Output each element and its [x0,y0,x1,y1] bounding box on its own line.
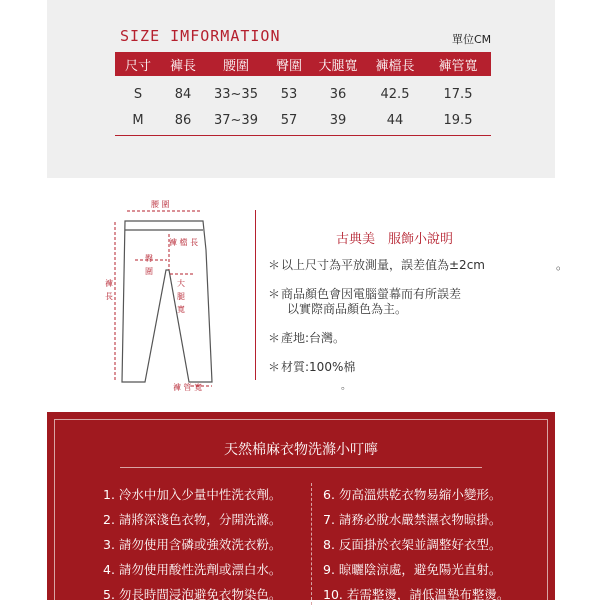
pants-outline [122,221,212,382]
pants-measurement-diagram [95,190,245,395]
star-bullet: ＊ [268,287,281,301]
info-mark: 。 [555,258,568,272]
size-chart-title: SIZE IMFORMATION [120,27,281,45]
list-item: 4. 請勿使用酸性洗劑或漂白水。 [103,562,282,577]
label-rise: 褲 檔 長 [169,238,199,247]
list-item: 8. 反面掛於衣架並調整好衣型。 [323,537,502,552]
list-item: 7. 請務必脫水嚴禁濕衣物晾掛。 [323,512,502,527]
list-item: 2. 請將深淺色衣物，分開洗滌。 [103,512,282,527]
header-waist: 腰圍 [205,52,267,76]
care-frame [54,419,548,600]
size-table [115,52,491,136]
table-cell: M [115,107,161,136]
header-hip: 臀圍 [267,52,311,76]
list-item: 10. 若需整燙，請低溫墊布整燙。 [323,587,510,602]
table-cell: 53 [280,86,298,102]
table-cell: 33~35 [214,86,258,102]
info-item [268,331,568,346]
table-cell: 84 [174,86,192,102]
care-column-divider [311,483,313,605]
table-row [115,76,491,107]
label-hem: 褲 管 寬 [173,383,203,392]
label-thigh: 大腿寬 [177,279,185,314]
table-row [115,107,491,136]
info-list [268,258,568,389]
divider-line [255,210,256,380]
header-hem: 褲管寬 [425,52,491,76]
label-length: 褲長 [105,279,113,301]
info-trailing-mark: 。 [341,381,351,392]
care-list-left [103,482,281,607]
table-cell: S [133,86,143,102]
info-text: 產地:台灣。 [281,331,346,345]
info-text: 商品顏色會因電腦螢幕而有所誤差 [281,287,462,301]
header-size: 尺寸 [115,52,161,76]
care-list-right [323,482,509,607]
info-item [268,258,568,273]
star-bullet: ＊ [268,258,281,272]
star-bullet: ＊ [268,331,281,345]
label-waist: 腰 圍 [151,200,170,209]
label-hip: 臀圍 [145,254,153,276]
info-title: 古典美 服飾小說明 [336,232,454,247]
table-cell: 19.5 [425,107,491,136]
header-length: 褲長 [161,52,205,76]
info-text: 以上尺寸為平放測量，誤差值為±2cm [281,258,485,272]
info-item [268,360,568,375]
table-cell: 57 [267,107,311,136]
table-cell: 42.5 [380,86,410,102]
list-item: 5. 勿長時間浸泡避免衣物染色。 [103,587,282,602]
info-text: 以實際商品顏色為主。 [287,302,408,316]
care-title: 天然棉麻衣物洗滌小叮嚀 [224,442,378,458]
list-item: 9. 晾曬陰涼處，避免陽光直射。 [323,562,502,577]
info-item [268,287,568,317]
header-thigh: 大腿寬 [311,52,365,76]
care-panel [47,412,555,600]
table-cell: 86 [161,107,205,136]
list-item: 6. 勿高溫烘乾衣物易縮小變形。 [323,487,502,502]
unit-label: 單位CM [452,33,492,46]
care-title-rule [120,467,482,468]
star-bullet: ＊ [268,360,281,374]
table-cell: 17.5 [443,86,473,102]
table-cell: 36 [329,86,347,102]
size-table-header [115,52,491,76]
table-cell: 44 [365,107,425,136]
header-rise: 褲檔長 [365,52,425,76]
info-text: 材質:100%棉 [281,360,356,374]
table-cell: 37~39 [205,107,267,136]
list-item: 1. 冷水中加入少量中性洗衣劑。 [103,487,282,502]
list-item: 3. 請勿使用含磷或強效洗衣粉。 [103,537,282,552]
table-cell: 39 [311,107,365,136]
